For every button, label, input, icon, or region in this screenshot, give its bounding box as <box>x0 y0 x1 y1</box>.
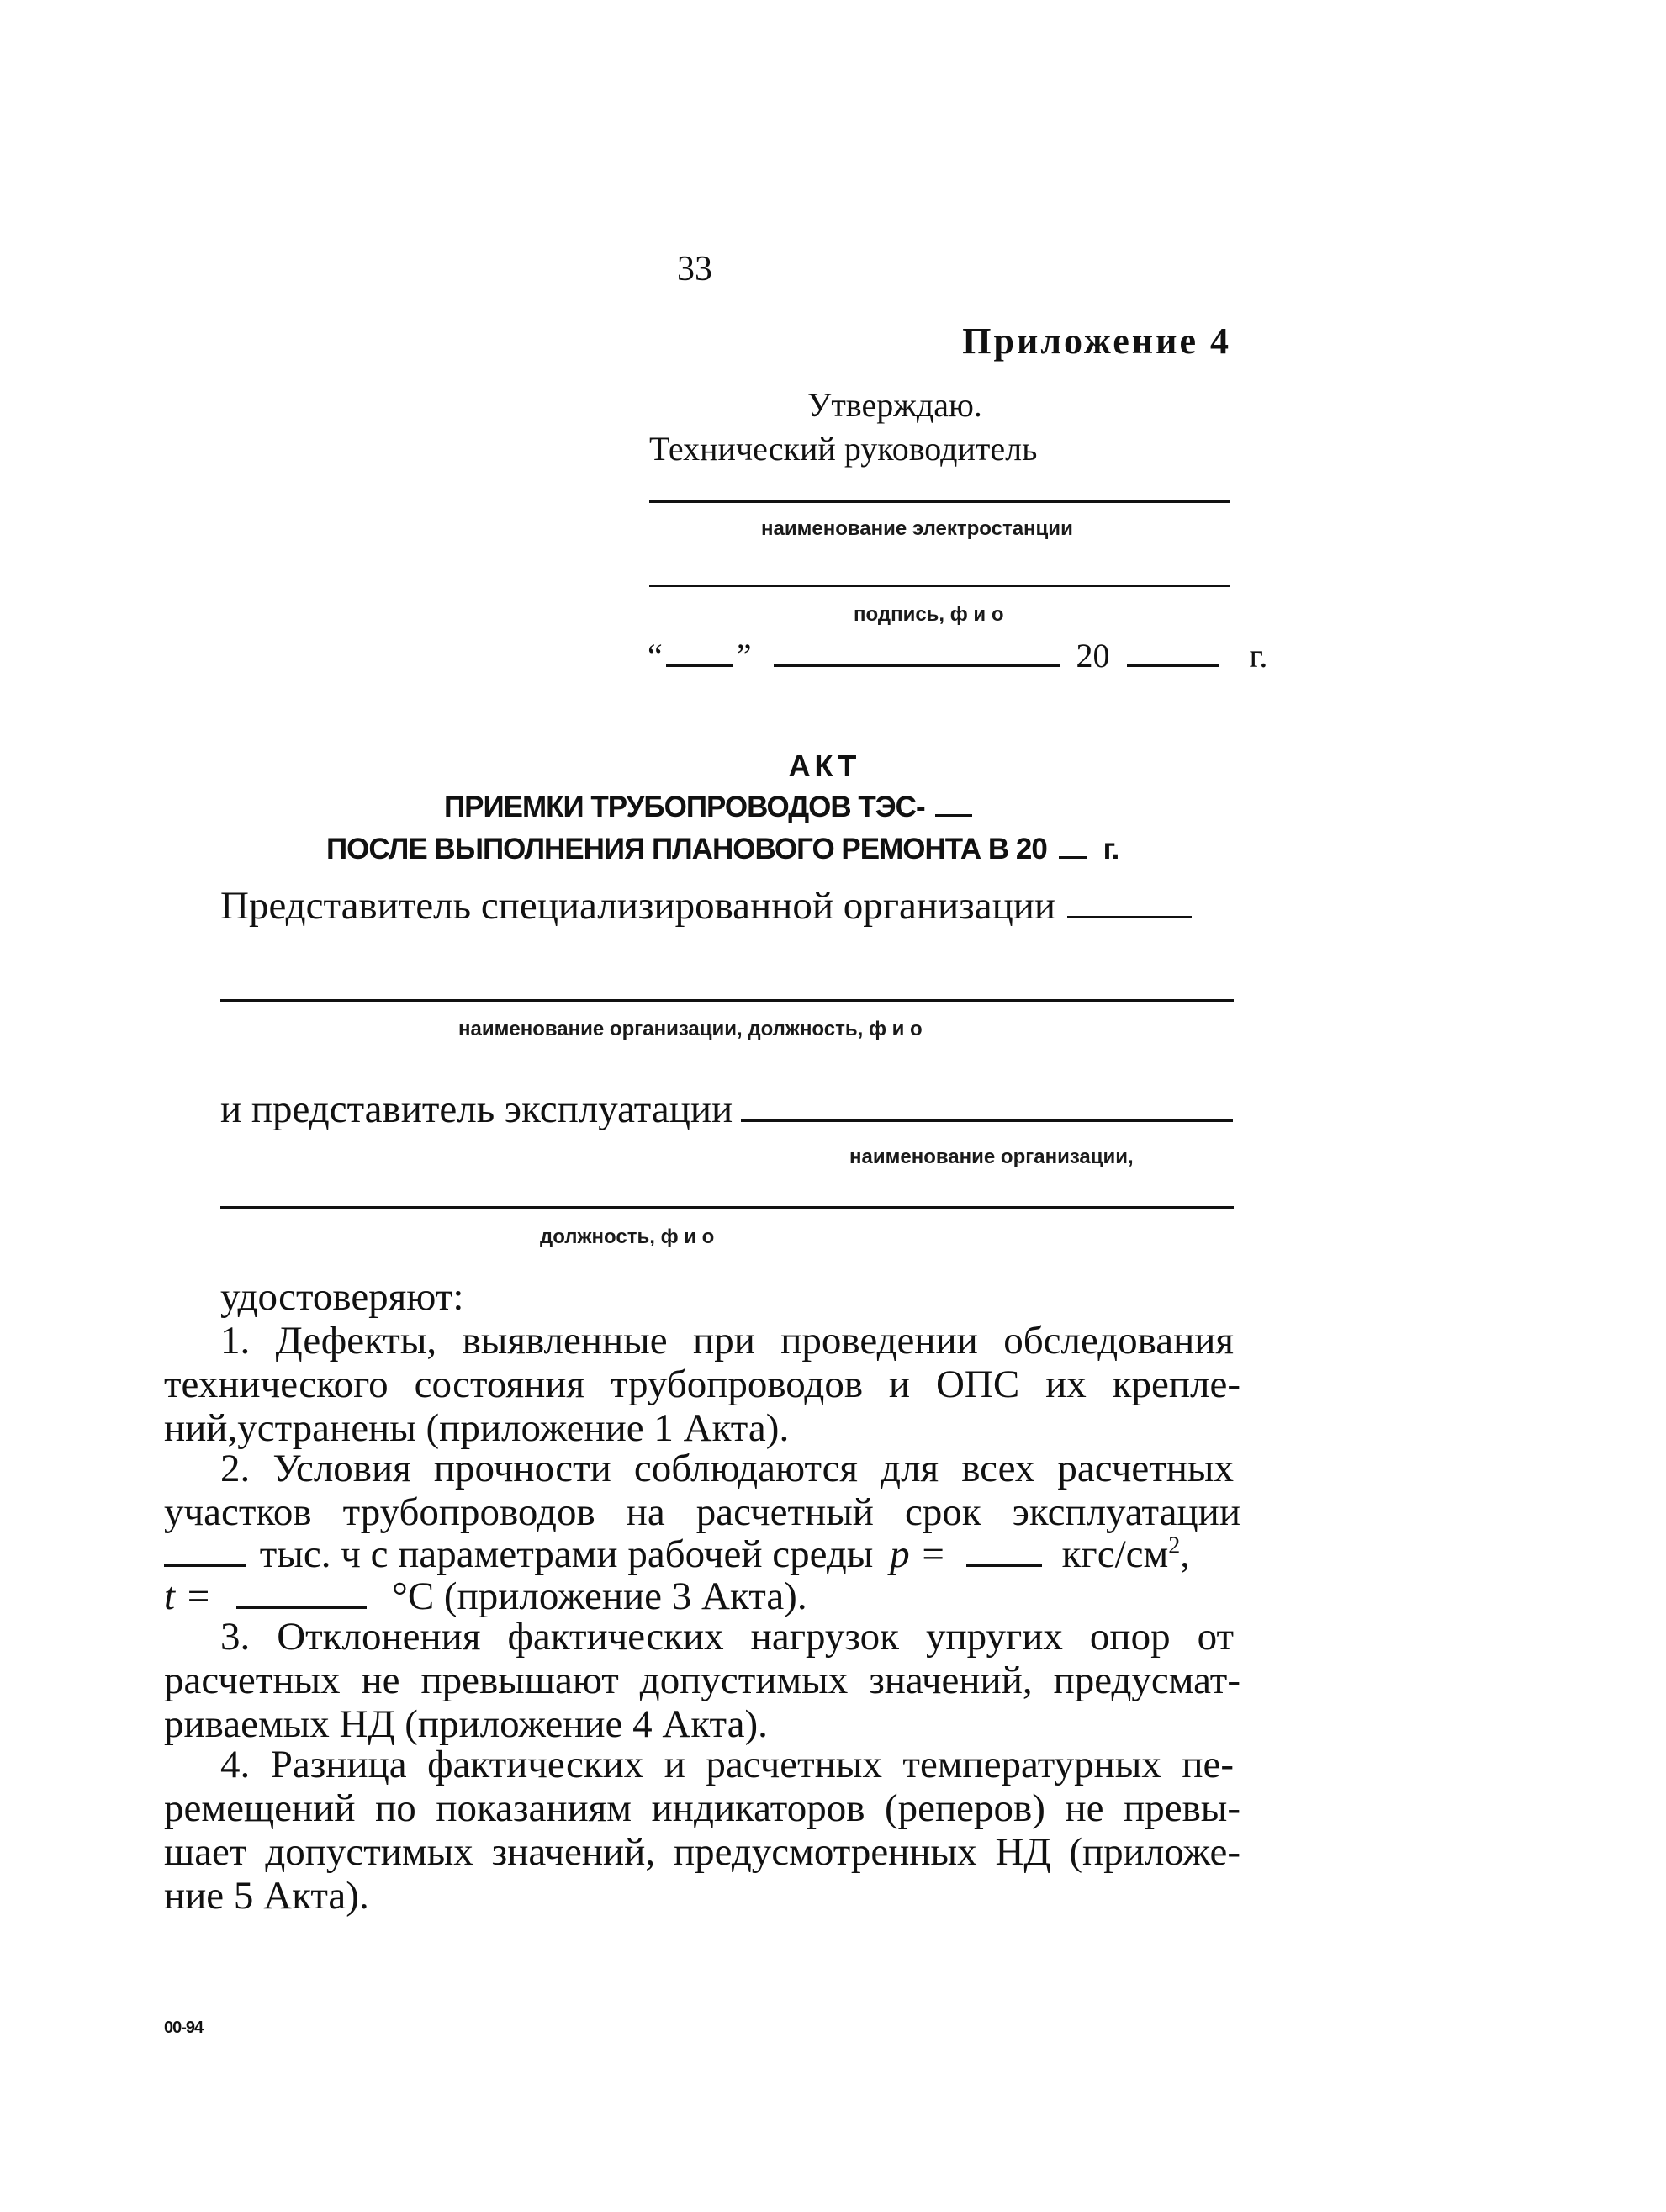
pressure-unit: кгс/см <box>1061 1532 1169 1576</box>
item-2-hours-text: тыс. ч с параметрами рабочей среды <box>259 1532 874 1576</box>
operation-org-line <box>220 1206 1234 1209</box>
date-year-prefix: 20 <box>1076 637 1110 675</box>
item-4-line-3: шает допустимых значений, предусмотренных НД (приложе- <box>164 1830 1240 1874</box>
pressure-symbol: p = <box>890 1532 947 1576</box>
operation-rep-line <box>220 1087 1236 1132</box>
item-2-temperature-tail: °С (приложение 3 Акта). <box>392 1574 807 1618</box>
signature-line <box>649 585 1230 587</box>
repair-year-blank <box>1059 855 1087 859</box>
date-day-blank <box>666 664 733 667</box>
footer-code: 00-94 <box>164 2019 204 2037</box>
page-number: 33 <box>677 250 712 288</box>
item-1-line-1: 1. Дефекты, выявленные при проведении обследования <box>220 1319 1234 1363</box>
operation-rep-blank <box>741 1119 1233 1122</box>
item-2-line-4 <box>164 1574 1240 1618</box>
item-4-line-2: ремещений по показаниям индикаторов (реперов) не превы- <box>164 1786 1240 1830</box>
certify-intro: удостоверяют: <box>220 1275 464 1319</box>
item-4-line-4: ние 5 Акта). <box>164 1874 369 1918</box>
item-4-line-1: 4. Разница фактических и расчетных температурных пе- <box>220 1743 1234 1786</box>
act-subtitle-text-1: ПРИЕМКИ ТРУБОПРОВОДОВ ТЭС- <box>444 791 925 823</box>
date-year-blank <box>1127 664 1219 667</box>
date-month-blank <box>774 664 1060 667</box>
date-year-suffix: г. <box>1249 637 1268 675</box>
item-3-line-3: риваемых НД (приложение 4 Акта). <box>164 1702 768 1746</box>
item-2-line-2: участков трубопроводов на расчетный срок эксплуатации <box>164 1490 1240 1534</box>
item-3-line-1: 3. Отклонения фактических нагрузок упругих опор от <box>220 1615 1234 1659</box>
act-subtitle-line-1 <box>444 791 976 824</box>
date-open-quote: “ <box>648 637 663 675</box>
specialized-rep-label: Представитель специализированной организации <box>220 884 1056 928</box>
approver-position: Технический руководитель <box>649 430 1038 468</box>
approve-word: Утверждаю. <box>807 386 982 424</box>
act-subtitle-line-2 <box>326 833 1119 866</box>
operation-caption-1: наименование организации, <box>849 1146 1134 1168</box>
tes-number-blank <box>935 813 972 817</box>
appendix-title: Приложение 4 <box>962 320 1231 362</box>
plant-name-caption: наименование электростанции <box>761 517 1073 540</box>
approval-date <box>648 636 1267 675</box>
item-2-line-1: 2. Условия прочности соблюдаются для всех расчетных <box>220 1447 1234 1490</box>
date-close-quote: ” <box>736 637 752 675</box>
temperature-blank <box>236 1606 367 1609</box>
item-1-line-2: технического состояния трубопроводов и ОПС их крепле- <box>164 1363 1240 1406</box>
item-3-line-2: расчетных не превышают допустимых значений, предусмат- <box>164 1659 1240 1702</box>
act-subtitle-year-suffix: г. <box>1103 833 1119 865</box>
temperature-symbol: t = <box>164 1574 212 1618</box>
specialized-rep-line <box>220 883 1195 929</box>
service-life-blank <box>164 1564 246 1567</box>
pressure-comma: , <box>1180 1532 1190 1576</box>
plant-name-line <box>649 500 1230 503</box>
pressure-blank <box>966 1564 1042 1567</box>
specialized-org-caption: наименование организации, должность, ф и о <box>458 1018 923 1040</box>
operation-rep-label: и представитель эксплуатации <box>220 1087 733 1131</box>
pressure-unit-exponent: 2 <box>1168 1532 1181 1559</box>
item-1-line-3: ний,устранены (приложение 1 Акта). <box>164 1406 790 1450</box>
signature-caption: подпись, ф и о <box>854 603 1004 626</box>
act-subtitle-text-2: ПОСЛЕ ВЫПОЛНЕНИЯ ПЛАНОВОГО РЕМОНТА В 20 <box>326 833 1047 865</box>
specialized-rep-blank <box>1067 915 1192 918</box>
item-2-line-3 <box>164 1532 1240 1576</box>
operation-caption-2: должность, ф и о <box>540 1225 715 1248</box>
specialized-org-line <box>220 999 1234 1002</box>
act-title: АКТ <box>788 749 861 783</box>
